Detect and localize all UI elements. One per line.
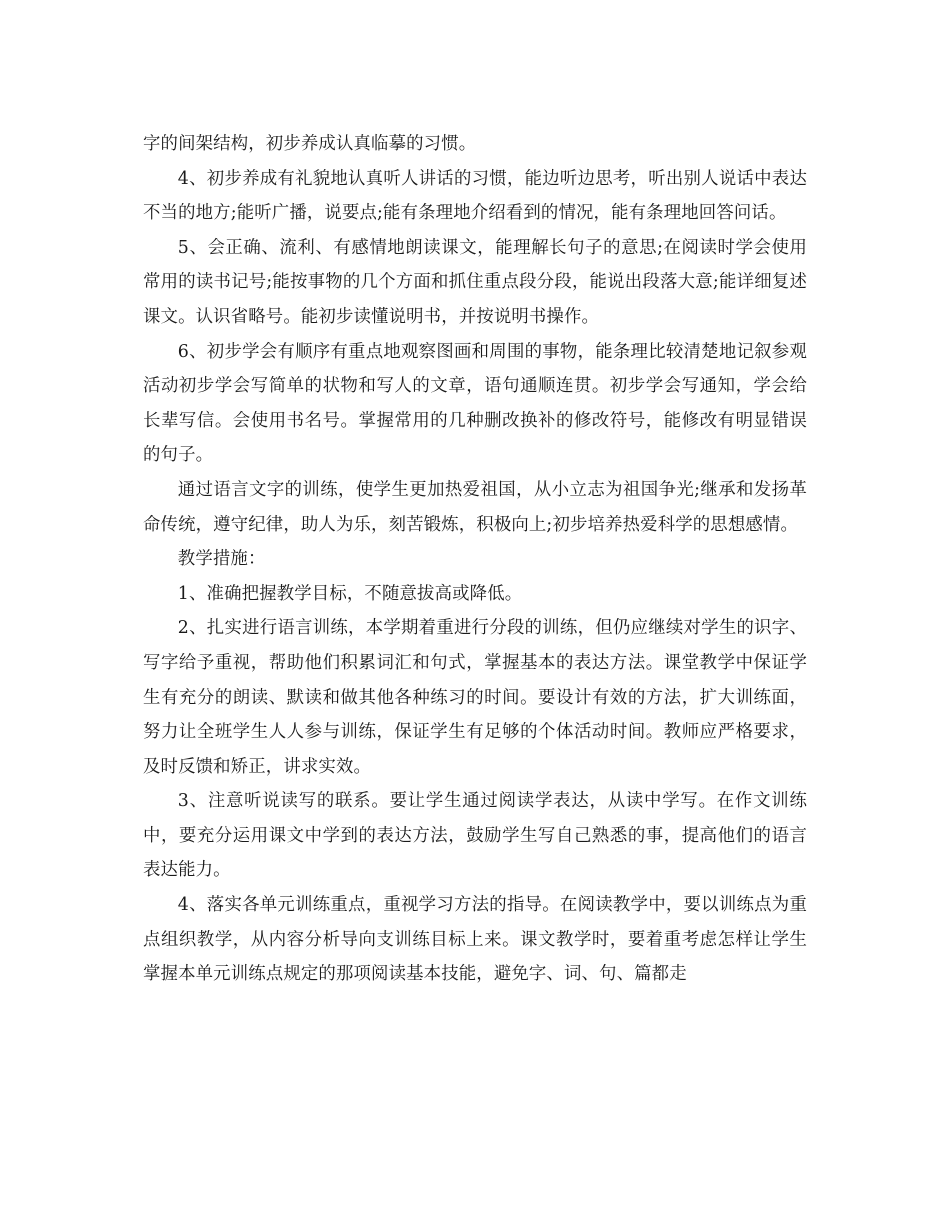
paragraph-language-training: 通过语言文字的训练，使学生更加热爱祖国，从小立志为祖国争光;继承和发扬革命传统，遵守纪律，助人为乐，刻苦锻炼，积极向上;初步培养热爱科学的思想感情。 [143, 479, 807, 535]
paragraph-goal-6: 6、初步学会有顺序有重点地观察图画和周围的事物，能条理比较清楚地记叙参观活动初步学会写简单的状物和写人的文章，语句通顺连贯。初步学会写通知，学会给长辈写信。会使用书名号。掌握常用的几种删改换补的修改符号，能修改有明显错误的句子。 [143, 341, 807, 466]
paragraph-continuation: 字的间架结构，初步养成认真临摹的习惯。 [143, 134, 477, 154]
paragraph-goal-4: 4、初步养成有礼貌地认真听人讲话的习惯，能边听边思考，听出别人说话中表达不当的地方;能听广播，说要点;能有条理地介绍看到的情况，能有条理地回答问话。 [143, 168, 807, 224]
paragraph-measure-1: 1、准确把握教学目标，不随意拔高或降低。 [177, 583, 523, 604]
document-body [143, 127, 807, 992]
paragraph-measure-4: 4、落实各单元训练重点，重视学习方法的指导。在阅读教学中，要以训练点为重点组织教学，从内容分析导向支训练目标上来。课文教学时，要着重考虑怎样让学生掌握本单元训练点规定的那项阅读基本技能，避免字、词、句、篇都走 [143, 895, 807, 985]
paragraph-measures-heading: 教学措施： [177, 549, 266, 570]
paragraph-measure-3: 3、注意听说读写的联系。要让学生通过阅读学表达，从读中学写。在作文训练中，要充分运用课文中学到的表达方法，鼓励学生写自己熟悉的事，提高他们的语言表达能力。 [143, 791, 807, 881]
paragraph-measure-2: 2、扎实进行语言训练，本学期着重进行分段的训练，但仍应继续对学生的识字、写字给予重视，帮助他们积累词汇和句式，掌握基本的表达方法。课堂教学中保证学生有充分的朗读、默读和做其他各种练习的时间。要设计有效的方法，扩大训练面，努力让全班学生人人参与训练，保证学生有足够的个体活动时间。教师应严格要求，及时反馈和矫正，讲求实效。 [143, 618, 807, 777]
paragraph-goal-5: 5、会正确、流利、有感情地朗读课文，能理解长句子的意思;在阅读时学会使用常用的读书记号;能按事物的几个方面和抓住重点段分段，能说出段落大意;能详细复述课文。认识省略号。能初步读懂说明书，并按说明书操作。 [143, 237, 807, 327]
